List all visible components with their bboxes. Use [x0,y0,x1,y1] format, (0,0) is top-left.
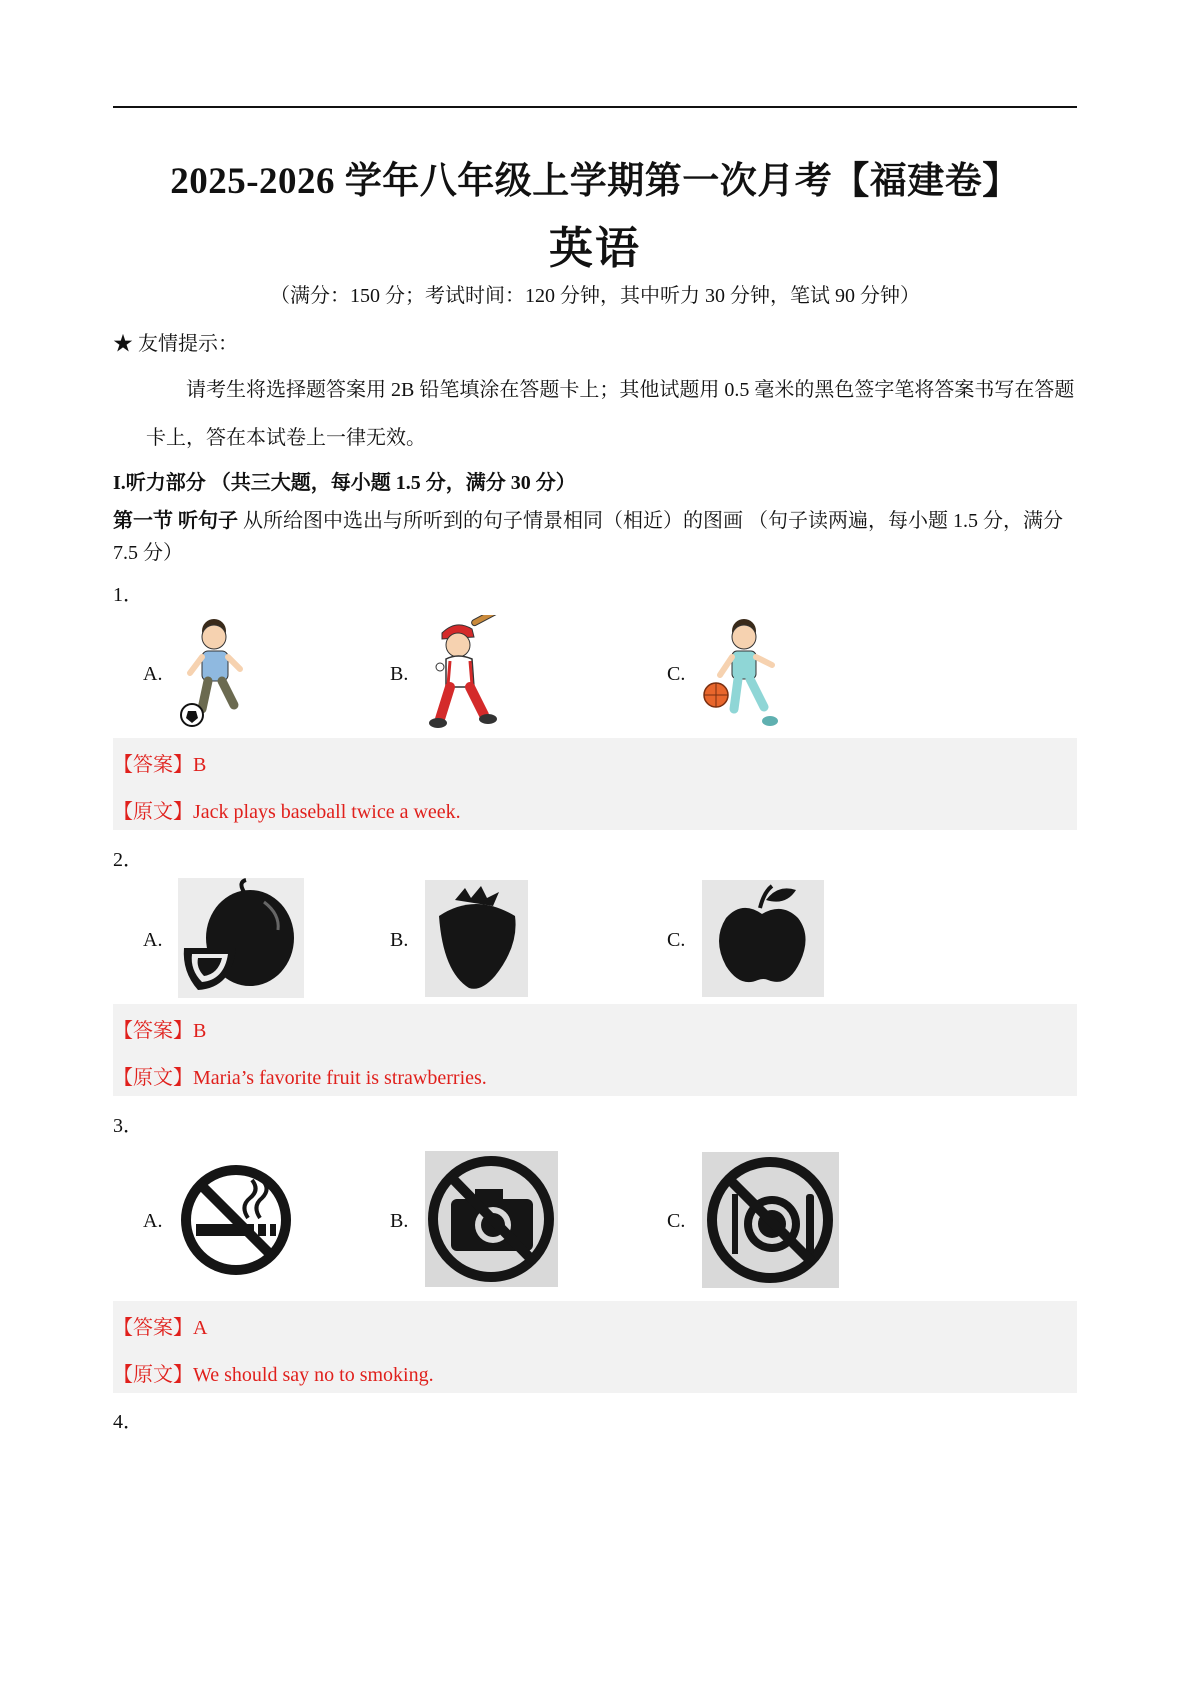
option-label: C. [667,663,686,685]
tips-text-line1: 请考生将选择题答案用 2B 铅笔填涂在答题卡上；其他试题用 0.5 毫米的黑色签字笔将答案书写在答题 [186,379,1075,401]
section-title: 第一节 听句子 [113,510,238,532]
option-label: B. [390,929,409,951]
subject-title: 英语 [549,224,641,273]
baseball-player-batting-icon [412,615,512,730]
tips-heading: ★ 友情提示： [113,333,238,355]
source-text: 【原文】Maria’s favorite fruit is strawberries. [113,1067,487,1089]
no-eating-icon [702,1152,839,1288]
option-label: A. [143,1210,163,1232]
tips-text-line2: 卡上，答在本试卷上一律无效。 [146,427,426,449]
part-heading: I.听力部分 （共三大题，每小题 1.5 分，满分 30 分） [113,472,576,494]
answer-text: 【答案】B [113,754,207,776]
exam-meta: （满分：150 分；考试时间：120 分钟，其中听力 30 分钟，笔试 90 分钟） [270,285,920,307]
option-label: B. [390,1210,409,1232]
question-number: 1． [113,584,143,606]
option-label: A. [143,663,163,685]
source-text: 【原文】We should say no to smoking. [113,1364,434,1386]
answer-panel [113,738,1077,830]
option-label: C. [667,1210,686,1232]
section-text: 从所给图中选出与所听到的句子情景相同（相近）的图画 （句子读两遍，每小题 1.5 分，满分 7.5 分） [113,510,1063,564]
no-smoking-icon [178,1162,294,1278]
answer-panel [113,1004,1077,1096]
no-photography-icon [425,1151,558,1287]
option-label: C. [667,929,686,951]
answer-text: 【答案】A [113,1317,208,1339]
answer-text: 【答案】B [113,1020,207,1042]
boy-kicking-soccer-ball-icon [176,617,256,729]
source-text: 【原文】Jack plays baseball twice a week. [113,801,461,823]
watermelon-icon [178,878,304,998]
boy-dribbling-basketball-icon [700,617,792,729]
option-label: A. [143,929,163,951]
question-number: 2． [113,849,143,871]
header-rule [113,106,1077,108]
strawberry-icon [425,880,528,997]
answer-panel [113,1301,1077,1393]
question-number: 3． [113,1115,143,1137]
section-instruction [113,505,1077,569]
question-number: 4． [113,1411,143,1433]
option-label: B. [390,663,409,685]
exam-title: 2025-2026 学年八年级上学期第一次月考【福建卷】 [170,161,1020,202]
apple-icon [702,880,824,997]
